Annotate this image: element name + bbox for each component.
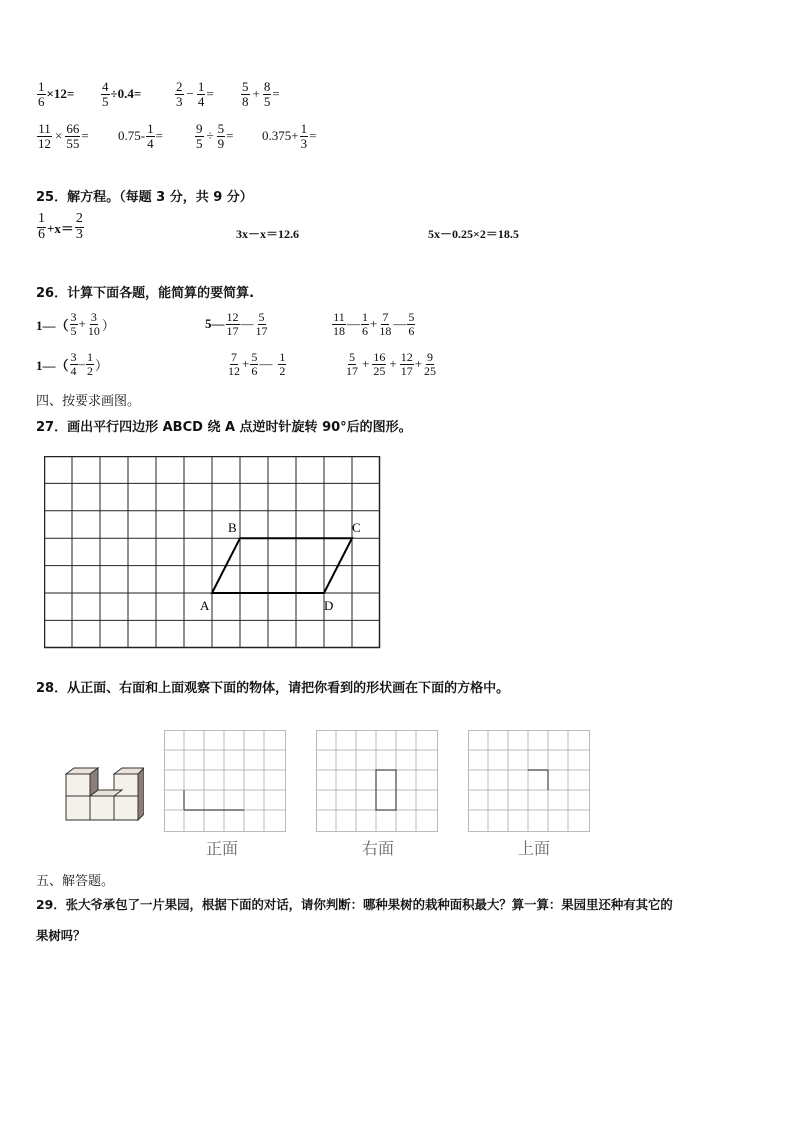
calc-row-2-e2: 0.75- $\frac{1}{4}$ = (118, 121, 163, 151)
q26-r2c3: $\frac{5}{17}$ + $\frac{16}{25}$ + $\frac{12}{17}$ + $\frac{9}{25}$ (346, 350, 437, 378)
calc-row-1-e3: $\frac{2}{3}$ − $\frac{1}{4}$ = (176, 79, 214, 109)
q25-title: 25．解方程。（每题 3 分，共 9 分） (36, 190, 253, 205)
label-b: B (228, 520, 237, 535)
q26-r2c2: $\frac{7}{12}$ + $\frac{5}{6}$ — $\frac{1}{2}$ (228, 350, 286, 378)
view-label-right: 右面 (362, 839, 395, 858)
calc-row-1-e4: $\frac{5}{8}$ + $\frac{8}{5}$ = (242, 79, 280, 109)
view-label-top: 上面 (518, 839, 551, 858)
label-d: D (324, 598, 334, 613)
calc-row-2-e4: 0.375+ $\frac{1}{3}$ = (262, 121, 317, 151)
q25-eq2: 3x－x＝12.6 (236, 227, 300, 241)
q28-title: 28．从正面、右面和上面观察下面的物体，请把你看到的形状画在下面的方格中。 (36, 681, 510, 696)
expr-tail: ×12= (46, 86, 75, 102)
q29-line-2: 果树吗？ (36, 928, 86, 943)
top-view-grid (468, 730, 590, 832)
q25-eq1: $\frac{1}{6}$ +x＝ $\frac{2}{3}$ (38, 211, 83, 242)
calc-row-2: $\frac{11}{12}$ × $\frac{66}{55}$ = (38, 121, 89, 151)
label-a: A (200, 598, 210, 613)
calc-row-1 (36, 80, 74, 108)
q29-line-1: 29．张大爷承包了一片果园，根据下面的对话，请你判断：哪种果树的栽种面积最大？算一算：果园里还种有其它的 (36, 897, 673, 912)
q27-title: 27．画出平行四边形 ABCD 绕 A 点逆时针旋转 90°后的图形。 (36, 420, 412, 435)
q26-r1c3: $\frac{11}{18}$ — $\frac{1}{6}$ + $\frac{7}{18}$ — $\frac{5}{6}$ (333, 310, 415, 338)
view-label-front: 正面 (206, 839, 239, 858)
q27-grid (44, 456, 381, 650)
q26-r2c1: 1—（ $\frac{3}{4}$ – $\frac{1}{2}$ ） (36, 350, 109, 378)
q25-eq3: 5x－0.25×2＝18.5 (428, 227, 519, 241)
section-4-heading: 四、按要求画图。 (36, 394, 141, 409)
calc-row-1-e2: $\frac{4}{5}$ ÷0.4= (102, 79, 142, 109)
q26-r1c1: 1—（ $\frac{3}{5}$ + $\frac{3}{10}$ ） (36, 310, 115, 338)
section-5-heading: 五、解答题。 (36, 874, 115, 889)
q26-title: 26．计算下面各题，能简算的要简算. (36, 286, 255, 301)
cube-object-illustration (64, 766, 144, 826)
fraction: $\frac{1}{6}$ (38, 79, 45, 109)
front-view-grid (164, 730, 286, 832)
label-c: C (352, 520, 361, 535)
calc-row-2-e3: $\frac{9}{5}$ ÷ $\frac{5}{9}$ = (196, 121, 234, 151)
q26-r1c2: 5— $\frac{12}{17}$ — $\frac{5}{17}$ (205, 310, 268, 338)
right-view-grid (316, 730, 438, 832)
